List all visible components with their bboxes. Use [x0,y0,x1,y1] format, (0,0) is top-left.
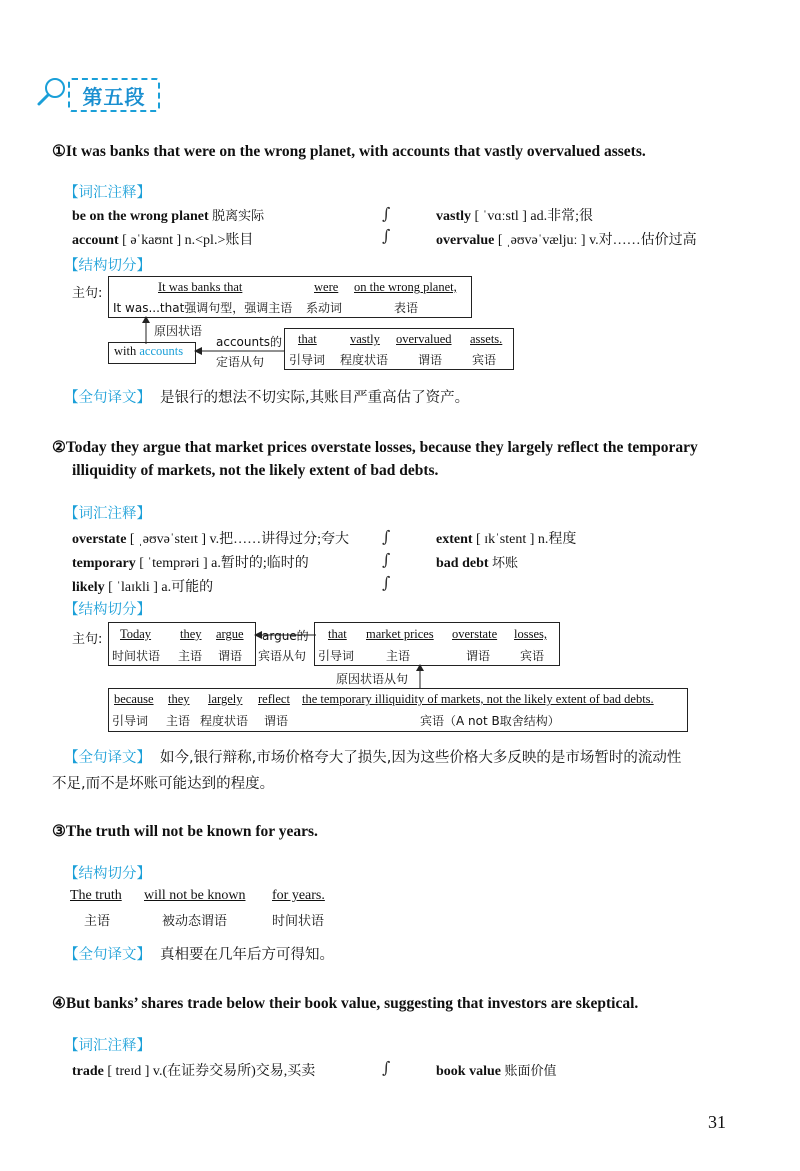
relation-label: 宾语从句 [258,649,307,663]
token: were [314,280,339,294]
separator-swirl: ∫ [382,550,391,569]
token: It was banks that [158,280,243,294]
trans-tag-2: 【全句译文】 [64,750,151,766]
sentence-2-line-2: illiquidity of markets, not the likely extent of bad debts. [72,462,439,479]
sentence-1: ①It was banks that were on the wrong planet, with accounts that vastly overvalued assets. [52,143,646,160]
token: because [114,692,154,706]
trans-tag-1: 【全句译文】 [64,390,151,406]
vocab-item: trade [ treɪd ] v.(在证券交易所)交易,买卖 [72,1064,316,1079]
with-phrase: with accounts [114,344,184,358]
token: largely [208,692,243,706]
vocab-item: overstate [ ˌəʊvəˈsteɪt ] v.把……讲得过分;夸大 [72,532,349,547]
translation-2-line-1: 如今,银行辩称,市场价格夸大了损失,因为这些价格大多反映的是市场暂时的流动性 [160,750,682,766]
vocab-item: temporary [ ˈtemprəri ] a.暂时的;临时的 [72,556,309,571]
vocab-item: extent [ ɪkˈstent ] n.程度 [436,532,577,547]
token: market prices [366,627,434,641]
token: will not be known [144,888,246,903]
relation-label: 定语从句 [216,355,265,369]
token-label: 程度状语 [340,353,389,367]
translation-1: 是银行的想法不切实际,其账目严重高估了资产。 [160,390,470,406]
translation-3: 真相要在几年后方可得知。 [160,947,334,963]
token-label: 宾语 [472,353,497,367]
vocab-item: be on the wrong planet 脱离实际 [72,209,265,224]
vocab-item: vastly [ ˈvɑːstl ] ad.非常;很 [436,209,594,224]
token-label: 谓语 [218,649,243,663]
vocab-tag-1: 【词汇注释】 [64,185,151,201]
token: that [298,332,317,346]
token-label: 系动词 [306,301,343,315]
token-label: 程度状语 [200,714,249,728]
sentence-2-line-1: ②Today they argue that market prices overstate losses, because they largely reflect the temporary [52,439,698,456]
arrow-up [414,664,426,688]
vocab-item: account [ əˈkaʊnt ] n.<pl.>账目 [72,233,254,248]
token-label: 宾语 [520,649,545,663]
token-label: 谓语 [418,353,443,367]
struct-tag-3: 【结构切分】 [64,866,151,882]
separator-swirl: ∫ [382,204,391,223]
token-label: 时间状语 [112,649,161,663]
token: Today [120,627,152,641]
token: they [168,692,190,706]
token-label: 引导词 [318,649,355,663]
token: overstate [452,627,498,641]
sentence-4: ④But banks’ shares trade below their book value, suggesting that investors are skeptical. [52,995,639,1012]
token: for years. [272,888,325,903]
vocab-item: bad debt 坏账 [436,556,519,571]
struct-tag-1: 【结构切分】 [64,258,151,274]
token: losses, [514,627,547,641]
main-clause-label: 主句: [72,632,103,647]
magnifier-icon [36,76,68,112]
adverbial-label: 原因状语 [154,324,203,338]
translation-2-line-2: 不足,而不是坏账可能达到的程度。 [52,776,275,792]
token: the temporary illiquidity of markets, not the likely extent of bad debts. [302,692,654,706]
token: they [180,627,202,641]
token-label: It was...that强调句型，强调主语 [113,301,293,315]
token: overvalued [396,332,452,346]
relation-label: argue的 [262,629,309,643]
separator-swirl: ∫ [382,573,391,592]
token-label: 谓语 [264,714,289,728]
vocab-tag-4: 【词汇注释】 [64,1038,151,1054]
vocab-item: likely [ ˈlaɪkli ] a.可能的 [72,580,214,595]
struct-tag-2: 【结构切分】 [64,602,151,618]
token: assets. [470,332,503,346]
page-number: 31 [708,1112,726,1132]
vocab-tag-2: 【词汇注释】 [64,506,151,522]
token-label: 表语 [394,301,419,315]
token-label: 引导词 [289,353,326,367]
token-label: 宾语（A not B取舍结构） [420,714,560,728]
token-label: 被动态谓语 [162,914,228,929]
section-title: 第五段 [68,78,160,112]
token-label: 谓语 [466,649,491,663]
relation-label: accounts的 [216,335,283,349]
token-label: 时间状语 [272,914,325,929]
token: argue [216,627,244,641]
main-clause-label: 主句: [72,286,103,301]
vocab-item: overvalue [ ˌəʊvəˈvæljuː ] v.对……估价过高 [436,233,697,248]
adverbial-label: 原因状语从句 [336,672,409,686]
token: on the wrong planet, [354,280,457,294]
token: vastly [350,332,380,346]
trans-tag-3: 【全句译文】 [64,947,151,963]
token-label: 主语 [166,714,191,728]
token-label: 引导词 [112,714,149,728]
separator-swirl: ∫ [382,527,391,546]
vocab-item: book value 账面价值 [436,1064,557,1079]
token: The truth [70,888,122,903]
separator-swirl: ∫ [382,226,391,245]
sentence-3: ③The truth will not be known for years. [52,823,318,840]
arrow-up [140,316,152,344]
token: that [328,627,347,641]
token-label: 主语 [84,914,111,929]
token-label: 主语 [178,649,203,663]
token-label: 主语 [386,649,411,663]
separator-swirl: ∫ [382,1058,391,1077]
token: reflect [258,692,290,706]
